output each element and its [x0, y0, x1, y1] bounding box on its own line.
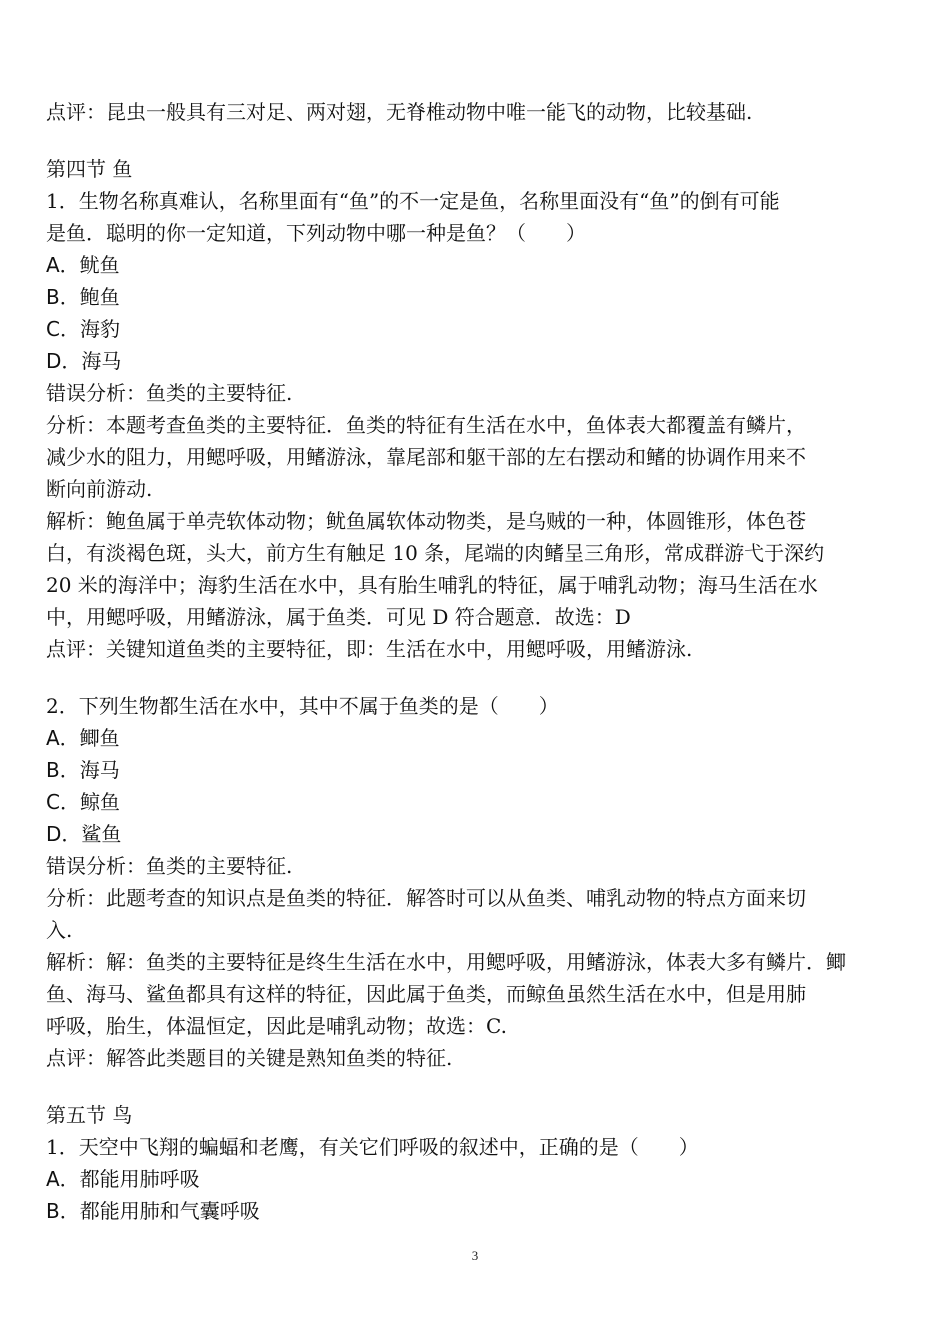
error-analysis: 错误分析：鱼类的主要特征.	[46, 381, 293, 405]
question-stem: 2．下列生物都生活在水中，其中不属于鱼类的是（ ）	[46, 694, 559, 718]
analysis-text: 减少水的阻力，用鳃呼吸，用鳍游泳，靠尾部和躯干部的左右摆动和鳍的协调作用来不	[46, 445, 806, 469]
explanation-text: 鱼、海马、鲨鱼都具有这样的特征，因此属于鱼类，而鲸鱼虽然生活在水中，但是用肺	[46, 982, 806, 1006]
comment-text: 点评：解答此类题目的关键是熟知鱼类的特征.	[46, 1046, 453, 1070]
option-b: B．海马	[46, 758, 120, 782]
document-page	[46, 96, 908, 1227]
comment-text: 点评：关键知道鱼类的主要特征，即：生活在水中，用鳃呼吸，用鳍游泳.	[46, 637, 693, 661]
error-analysis: 错误分析：鱼类的主要特征.	[46, 854, 293, 878]
analysis-text: 入.	[46, 918, 73, 942]
analysis-text: 分析：此题考查的知识点是鱼类的特征．解答时可以从鱼类、哺乳动物的特点方面来切	[46, 886, 806, 910]
question-stem: 1．天空中飞翔的蝙蝠和老鹰，有关它们呼吸的叙述中，正确的是（ ）	[46, 1135, 699, 1159]
comment-text: 点评：昆虫一般具有三对足、两对翅，无脊椎动物中唯一能飞的动物，比较基础.	[46, 100, 753, 124]
option-c: C．鲸鱼	[46, 790, 120, 814]
analysis-text: 断向前游动.	[46, 477, 153, 501]
analysis-text: 分析：本题考查鱼类的主要特征．鱼类的特征有生活在水中，鱼体表大都覆盖有鳞片，	[46, 413, 806, 437]
option-d: D．海马	[46, 349, 122, 373]
explanation-text: 解析：鲍鱼属于单壳软体动物；鱿鱼属软体动物类，是乌贼的一种，体圆锥形，体色苍	[46, 509, 806, 533]
option-b: B．鲍鱼	[46, 285, 120, 309]
option-a: A．鲫鱼	[46, 726, 120, 750]
question-stem: 是鱼．聪明的你一定知道，下列动物中哪一种是鱼？（ ）	[46, 221, 586, 245]
option-b: B．都能用肺和气囊呼吸	[46, 1199, 260, 1223]
explanation-text: 中，用鳃呼吸，用鳍游泳，属于鱼类．可见 D 符合题意．故选：D	[46, 605, 631, 629]
section-heading: 第五节 鸟	[46, 1103, 133, 1127]
option-a: A．鱿鱼	[46, 253, 120, 277]
option-a: A．都能用肺呼吸	[46, 1167, 200, 1191]
option-c: C．海豹	[46, 317, 120, 341]
option-d: D．鲨鱼	[46, 822, 122, 846]
question-stem: 1．生物名称真难认，名称里面有“鱼”的不一定是鱼，名称里面没有“鱼”的倒有可能	[46, 189, 780, 213]
explanation-text: 解析：解：鱼类的主要特征是终生生活在水中，用鳃呼吸，用鳍游泳，体表大多有鳞片．鲫	[46, 950, 846, 974]
explanation-text: 呼吸，胎生，体温恒定，因此是哺乳动物；故选：C.	[46, 1014, 507, 1038]
explanation-text: 20 米的海洋中；海豹生活在水中，具有胎生哺乳的特征，属于哺乳动物；海马生活在水	[46, 573, 818, 597]
section-heading: 第四节 鱼	[46, 157, 133, 181]
explanation-text: 白，有淡褐色斑，头大，前方生有触足 10 条，尾端的肉鳍呈三角形，常成群游弋于深约	[46, 541, 825, 565]
page-number: 3	[471, 1248, 479, 1263]
